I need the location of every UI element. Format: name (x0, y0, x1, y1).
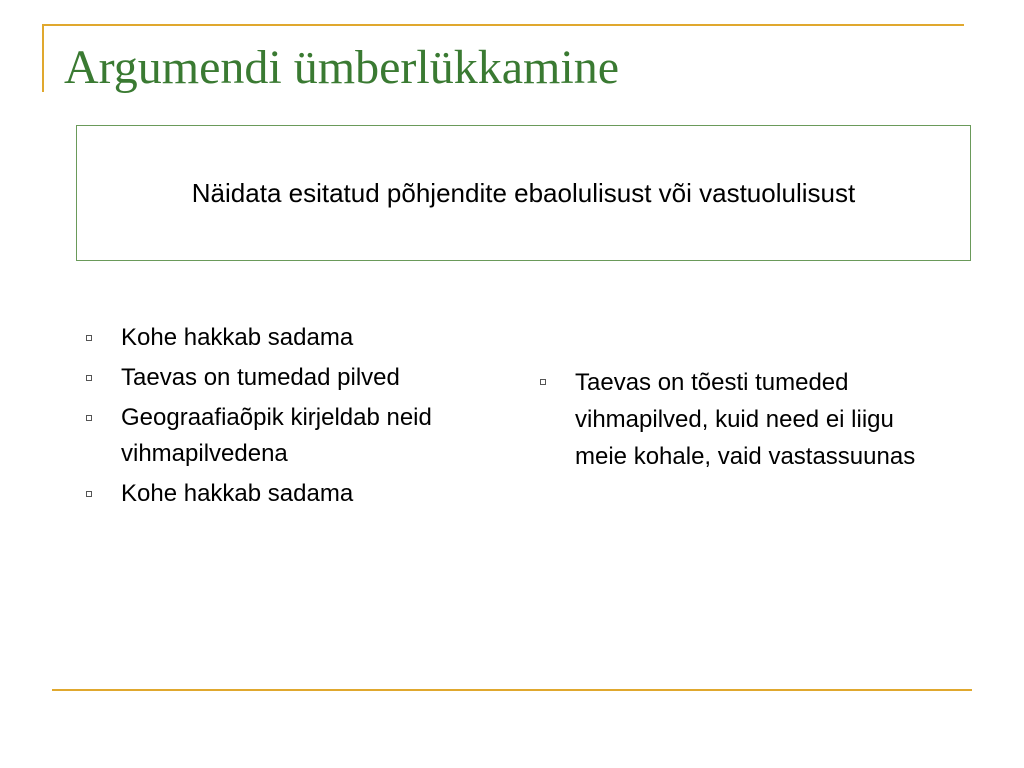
list-item (540, 364, 940, 475)
list-item-text: Geograafiaõpik kirjeldab neid vihmapilvedena (121, 404, 432, 467)
frame-bottom-line (52, 689, 972, 691)
square-bullet-icon (86, 335, 92, 341)
list-item-text: Taevas on tumedad pilved (121, 364, 400, 391)
callout-box (76, 125, 971, 261)
square-bullet-icon (86, 375, 92, 381)
square-bullet-icon (86, 415, 92, 421)
right-bullet-list (540, 364, 940, 479)
list-item (86, 360, 486, 396)
slide-title: Argumendi ümberlükkamine (64, 41, 619, 94)
frame-top-line (42, 24, 964, 26)
list-item-text: Kohe hakkab sadama (121, 480, 354, 507)
frame-left-line (42, 24, 44, 92)
list-item (86, 400, 486, 472)
callout-text: Näidata esitatud põhjendite ebaolulisust või vastuolulisust (191, 177, 856, 208)
list-item-text: Taevas on tõesti tumeded vihmapilved, kuid need ei liigu meie kohale, vaid vastassuunas (575, 369, 916, 470)
left-bullet-list (86, 320, 486, 516)
list-item (86, 320, 486, 356)
square-bullet-icon (540, 379, 546, 385)
list-item-text: Kohe hakkab sadama (121, 324, 354, 351)
list-item (86, 476, 486, 512)
square-bullet-icon (86, 491, 92, 497)
